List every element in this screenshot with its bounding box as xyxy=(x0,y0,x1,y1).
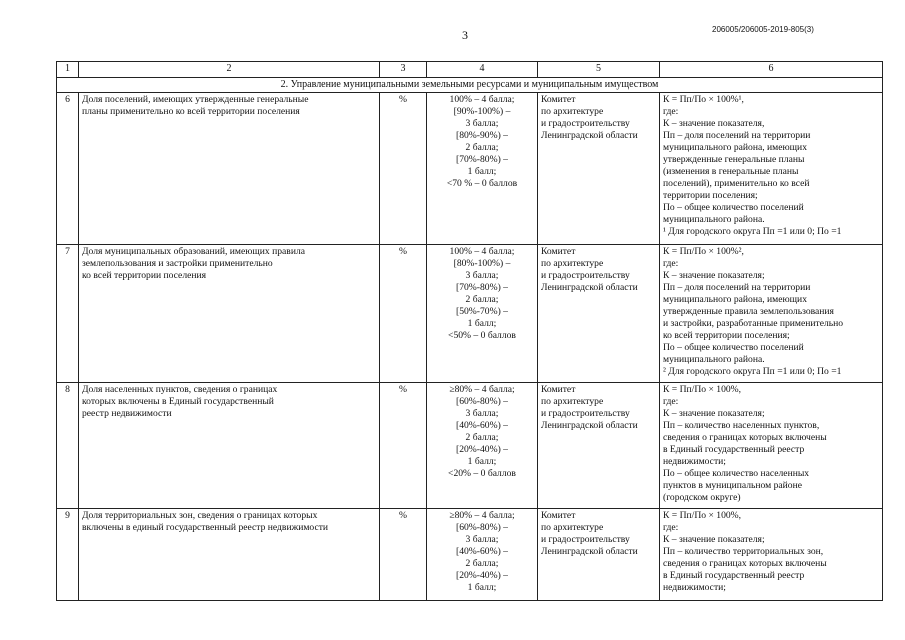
formula-cell: К = Пп/По × 100%², где: К – значение показателя; Пп – доля поселений на территории муниципального района, имеющих утвержденные правила землепользования и застройки, разработанные применительно ко всей территории поселения; По – общее количество поселений муниципального района. ² Для городского округа Пп =1 или 0; По =1 xyxy=(660,245,883,383)
header-cell: 6 xyxy=(660,62,883,78)
scores-cell: 100% – 4 балла; [90%-100%) – 3 балла; [80%-90%) – 2 балла; [70%-80%) – 1 балл; <70 % – 0 баллов xyxy=(427,93,538,245)
unit-cell: % xyxy=(380,383,427,509)
table-row xyxy=(57,509,883,601)
header-cell: 4 xyxy=(427,62,538,78)
indicator-name: Доля муниципальных образований, имеющих правила землепользования и застройки применительно ко всей территории поселения xyxy=(79,245,380,383)
header-cell: 2 xyxy=(79,62,380,78)
row-number: 6 xyxy=(57,93,79,245)
scores-cell: 100% – 4 балла; [80%-100%) – 3 балла; [70%-80%) – 2 балла; [50%-70%) – 1 балл; <50% – 0 баллов xyxy=(427,245,538,383)
header-cell: 3 xyxy=(380,62,427,78)
formula-cell: К = Пп/По × 100%¹, где: К – значение показателя, Пп – доля поселений на территории муниципального района, имеющих утвержденные генеральные планы (изменения в генеральные планы поселений), применительно ко всей территории поселения; По – общее количество поселений муниципального района. ¹ Для городского округа Пп =1 или 0; По =1 xyxy=(660,93,883,245)
section-row xyxy=(57,77,883,93)
row-number: 8 xyxy=(57,383,79,509)
table-row xyxy=(57,93,883,245)
unit-cell: % xyxy=(380,245,427,383)
responsible-cell: Комитет по архитектуре и градостроительству Ленинградской области xyxy=(538,245,660,383)
table-row xyxy=(57,245,883,383)
header-cell: 1 xyxy=(57,62,79,78)
row-number: 7 xyxy=(57,245,79,383)
document-code: 206005/206005-2019-805(3) xyxy=(712,25,814,34)
formula-cell: К = Пп/По × 100%, где: К – значение показателя; Пп – количество населенных пунктов, сведения о границах которых включены в Единый государственный реестр недвижимости; По – общее количество населенных пунктов в муниципальном районе (городском округе) xyxy=(660,383,883,509)
indicators-table xyxy=(56,61,883,601)
scores-cell: ≥80% – 4 балла; [60%-80%) – 3 балла; [40%-60%) – 2 балла; [20%-40%) – 1 балл; <20% – 0 баллов xyxy=(427,383,538,509)
row-number: 9 xyxy=(57,509,79,601)
indicator-name: Доля населенных пунктов, сведения о границах которых включены в Единый государственный реестр недвижимости xyxy=(79,383,380,509)
table-header-row xyxy=(57,62,883,78)
table-row xyxy=(57,383,883,509)
section-title: 2. Управление муниципальными земельными ресурсами и муниципальным имуществом xyxy=(57,77,883,93)
indicator-name: Доля территориальных зон, сведения о границах которых включены в единый государственный реестр недвижимости xyxy=(79,509,380,601)
indicator-name: Доля поселений, имеющих утвержденные генеральные планы применительно ко всей территории поселения xyxy=(79,93,380,245)
responsible-cell: Комитет по архитектуре и градостроительству Ленинградской области xyxy=(538,383,660,509)
formula-cell: К = Пп/По × 100%, где: К – значение показателя; Пп – количество территориальных зон, сведения о границах которых включены в Единый государственный реестр недвижимости; xyxy=(660,509,883,601)
unit-cell: % xyxy=(380,509,427,601)
unit-cell: % xyxy=(380,93,427,245)
responsible-cell: Комитет по архитектуре и градостроительству Ленинградской области xyxy=(538,93,660,245)
header-cell: 5 xyxy=(538,62,660,78)
scores-cell: ≥80% – 4 балла; [60%-80%) – 3 балла; [40%-60%) – 2 балла; [20%-40%) – 1 балл; xyxy=(427,509,538,601)
responsible-cell: Комитет по архитектуре и градостроительству Ленинградской области xyxy=(538,509,660,601)
page-number: 3 xyxy=(462,28,468,42)
